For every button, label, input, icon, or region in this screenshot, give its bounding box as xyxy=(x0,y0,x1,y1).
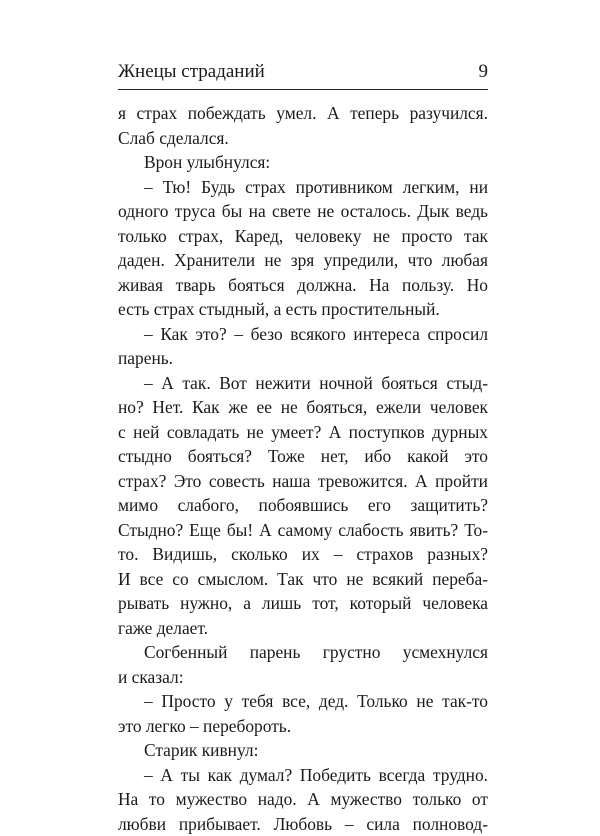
text-line: я страх побеждать умел. А теперь разучился. xyxy=(118,101,488,126)
text-line: живая тварь бояться должна. На пользу. Но xyxy=(118,273,488,298)
text-line: На то мужество надо. А мужество только от xyxy=(118,787,488,812)
text-line: страх? Это совесть наша тревожится. А пройти xyxy=(118,469,488,494)
text-line: стыдно бояться? Тоже нет, ибо какой это xyxy=(118,444,488,469)
header-rule xyxy=(118,89,488,90)
text-line: – А ты как думал? Победить всегда трудно. xyxy=(118,763,488,788)
text-line: – Просто у тебя все, дед. Только не так-то xyxy=(118,689,488,714)
text-line: есть страх стыдный, а есть простительный. xyxy=(118,297,488,322)
text-line: с ней совладать не умеет? А поступков дурных xyxy=(118,420,488,445)
text-line: парень. xyxy=(118,346,488,371)
text-line: одного труса бы на свете не осталось. Дык ведь xyxy=(118,199,488,224)
text-line: – Как это? – безо всякого интереса спросил xyxy=(118,322,488,347)
text-line: любви прибывает. Любовь – сила полновод- xyxy=(118,812,488,836)
text-line: гаже делает. xyxy=(118,616,488,641)
text-line: Согбенный парень грустно усмехнулся xyxy=(118,640,488,665)
text-line: но? Нет. Как же ее не бояться, ежели человек xyxy=(118,395,488,420)
running-header xyxy=(118,60,488,84)
text-line: Стыдно? Еще бы! А самому слабость явить? То- xyxy=(118,518,488,543)
text-line: даден. Хранители не зря упредили, что любая xyxy=(118,248,488,273)
text-line: рывать нужно, а лишь тот, который человека xyxy=(118,591,488,616)
text-line: только страх, Каред, человеку не просто так xyxy=(118,224,488,249)
text-line: мимо слабого, побоявшись его защитить? xyxy=(118,493,488,518)
book-title: Жнецы страданий xyxy=(118,60,265,84)
page-number: 9 xyxy=(479,60,489,84)
text-line: это легко – перебороть. xyxy=(118,714,488,739)
text-line: – А так. Вот нежити ночной бояться стыд- xyxy=(118,371,488,396)
text-line: то. Видишь, сколько их – страхов разных? xyxy=(118,542,488,567)
body-text xyxy=(118,101,488,836)
text-line: и сказал: xyxy=(118,665,488,690)
text-line: Старик кивнул: xyxy=(118,738,488,763)
text-line: – Тю! Будь страх противником легким, ни xyxy=(118,175,488,200)
text-line: Врон улыбнулся: xyxy=(118,150,488,175)
text-line: И все со смыслом. Так что не всякий переба- xyxy=(118,567,488,592)
text-line: Слаб сделался. xyxy=(118,126,488,151)
